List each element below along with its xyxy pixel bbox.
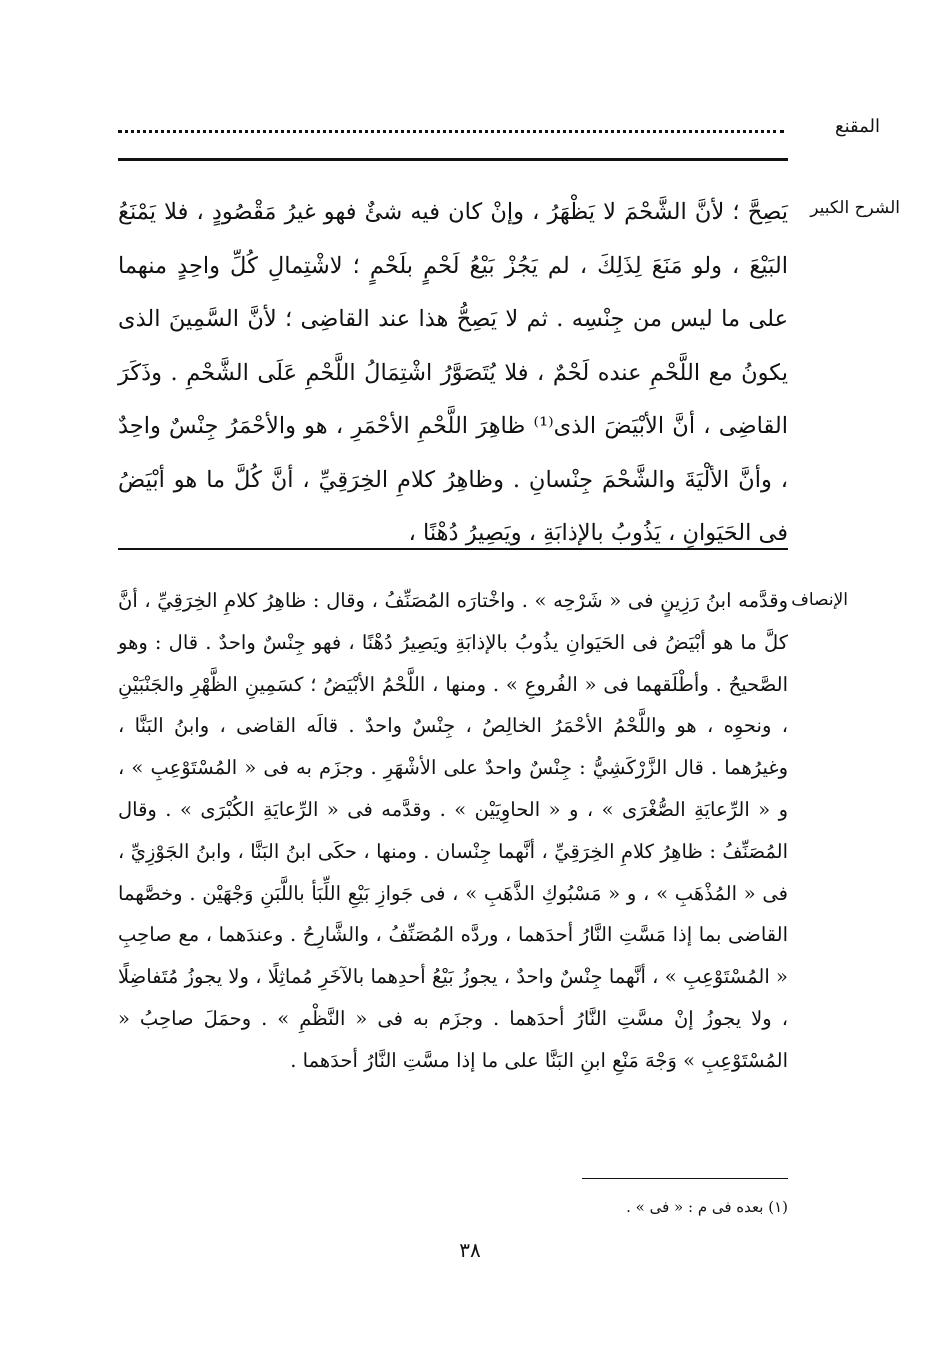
page-number: ٣٨: [459, 1238, 481, 1262]
dotted-leader: [118, 130, 784, 133]
insaf-label: الإنصاف: [791, 590, 848, 610]
section-divider: [118, 548, 788, 550]
sharh-label: الشرح الكبير: [810, 198, 900, 218]
footnote: (١) بعده فى م : « فى » .: [626, 1198, 788, 1216]
footnote-rule: [582, 1178, 788, 1179]
insaf-paragraph: وقدَّمه ابنُ رَزِينٍ فى « شَرْحِه » . واخْتارَه المُصَنِّفُ ، وقال : ظاهِرُ كلامِ الخِرَقِيِّ ، أنَّ كلَّ ما هو أبْيَضُ فى الحَيَوانِ يذُوبُ بالإذابَةِ ويَصِيرُ دُهْنًا ، فهو جِنْسٌ واحدٌ . قال : وهو الصَّحيحُ . وأطْلَقهما فى « الفُروعِ » . ومنها ، اللَّحْمُ الأبْيَضُ ؛ كسَمِينِ الظَّهْرِ والجَنْبَيْنِ ، ونحوِه ، هو واللَّحْمُ الأحْمَرُ الخالِصُ ، جِنْسٌ واحدٌ . قالَه القاضى ، وابنُ البَنَّا ، وغيرُهما . قال الزَّرْكَشِيُّ : جِنْسٌ واحدٌ على الأشْهَرِ . وجزَم به فى « المُسْتَوْعِبِ » ، و « الرِّعايَةِ الصُّغْرَى » ، و « الحاوِيَيْن » . وقدَّمه فى « الرِّعايَةِ الكُبْرَى » . وقال المُصَنِّفُ : ظاهِرُ كلامِ الخِرَقِيِّ ، أنَّهما جِنْسان . ومنها ، حكَى ابنُ البَنَّا ، وابنُ الجَوْزِيِّ ، فى « المُذْهَبِ » ، و « مَسْبُوكِ الذَّهَبِ » ، فى جَوازِ بَيْعِ اللِّبَأ باللَّبَنِ وَجْهَيْن . وخصَّهما القاضى بما إذا مَسَّتِ النَّارُ أحدَهما ، وردَّه المُصَنِّفُ ، والشَّارِحُ . وعندَهما ، مع صاحِبِ « المُسْتَوْعِبِ » ، أنَّهما جِنْسٌ واحدٌ ، يجوزُ بَيْعُ أحدِهما بالآخَرِ مُماثِلًا ، ولا يجوزُ مُتَفاضِلًا ، ولا يجوزُ إنْ مسَّتِ النَّارُ أحدَهما . وجزَم به فى « النَّظْمِ » . وحمَلَ صاحِبُ « المُسْتَوْعِبِ » وَجْهَ مَنْعِ ابنِ البَنَّا على ما إذا مسَّتِ النَّارُ أحدَهما .: [118, 589, 788, 1072]
sharh-text-block: [118, 186, 788, 561]
header-rule: [118, 158, 788, 161]
sharh-paragraph: يَصِحَّ ؛ لأنَّ الشَّحْمَ لا يَظْهَرُ ، وإنْ كان فيه شئٌ فهو غيرُ مَقْصُودٍ ، فلا يَمْنَعُ البَيْعَ ، ولو مَنَعَ لِذَلِكَ ، لم يَجُزْ بَيْعُ لَحْمٍ بلَحْمٍ ؛ لاشْتِمالِ كُلِّ واحِدٍ منهما على ما ليس من جِنْسِه . ثم لا يَصِحُّ هذا عند القاضِى ؛ لأنَّ السَّمِينَ الذى يكونُ مع اللَّحْمِ عنده لَحْمٌ ، فلا يُتَصَوَّرُ اشْتِمَالُ اللَّحْمِ عَلَى الشَّحْمِ . وذَكَرَ القاضِى ، أنَّ الأبْيَضَ الذى⁽¹⁾ ظاهِرَ اللَّحْمِ الأحْمَرِ ، هو والأحْمَرُ جِنْسٌ واحِدٌ ، وأنَّ الألْيَةَ والشَّحْمَ جِنْسانِ . وظاهِرُ كلامِ الخِرَقِيِّ ، أنَّ كُلَّ ما هو أبْيَضُ فى الحَيَوانِ ، يَذُوبُ بالإذابَةِ ، ويَصِيرُ دُهْنًا ،: [118, 199, 788, 546]
running-title: المقنع: [834, 116, 880, 137]
insaf-text-block: [118, 580, 788, 1082]
